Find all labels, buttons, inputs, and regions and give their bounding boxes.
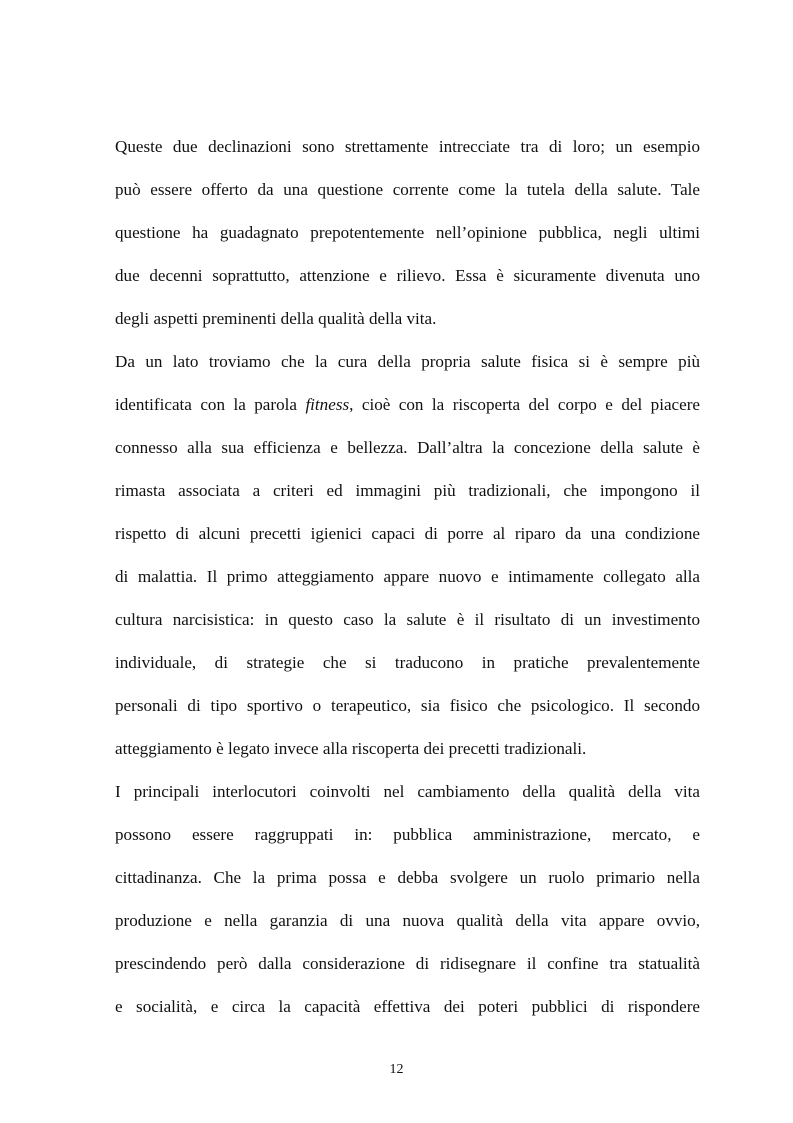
text-line [115, 555, 700, 598]
text-line [115, 727, 700, 770]
text-line [115, 985, 700, 1028]
text-line [115, 125, 700, 168]
text-line [115, 512, 700, 555]
text-segment: rimasta associata a criteri ed immagini più tradizionali, che impongono il [115, 481, 700, 500]
text-line [115, 340, 700, 383]
text-line [115, 813, 700, 856]
text-line [115, 942, 700, 985]
text-segment: prescindendo però dalla considerazione di ridisegnare il confine tra statualità [115, 954, 700, 973]
text-segment: Queste due declinazioni sono strettamente intrecciate tra di loro; un esempio [115, 137, 700, 156]
text-segment: personali di tipo sportivo o terapeutico, sia fisico che psicologico. Il secondo [115, 696, 700, 715]
text-line [115, 641, 700, 684]
text-segment: può essere offerto da una questione corrente come la tutela della salute. Tale [115, 180, 700, 199]
text-line [115, 168, 700, 211]
paragraph [115, 125, 700, 340]
page-number: 12 [389, 1062, 404, 1077]
text-line [115, 297, 700, 340]
paragraph [115, 770, 700, 1028]
text-segment: Da un lato troviamo che la cura della propria salute fisica si è sempre più [115, 352, 700, 371]
text-segment: rispetto di alcuni precetti igienici capaci di porre al riparo da una condizione [115, 524, 700, 543]
text-segment: individuale, di strategie che si traducono in pratiche prevalentemente [115, 653, 700, 672]
text-segment: cittadinanza. Che la prima possa e debba svolgere un ruolo primario nella [115, 868, 700, 887]
text-line [115, 469, 700, 512]
text-segment: cultura narcisistica: in questo caso la salute è il risultato di un investimento [115, 610, 700, 629]
text-line [115, 770, 700, 813]
text-line [115, 254, 700, 297]
text-segment: due decenni soprattutto, attenzione e rilievo. Essa è sicuramente divenuta uno [115, 266, 700, 285]
text-segment: degli aspetti preminenti della qualità della vita. [115, 309, 437, 328]
text-segment: di malattia. Il primo atteggiamento appare nuovo e intimamente collegato alla [115, 567, 700, 586]
text-line [115, 383, 700, 426]
text-segment: I principali interlocutori coinvolti nel cambiamento della qualità della vita [115, 782, 700, 801]
text-line [115, 899, 700, 942]
text-segment: produzione e nella garanzia di una nuova qualità della vita appare ovvio, [115, 911, 700, 930]
text-line [115, 426, 700, 469]
text-segment: , cioè con la riscoperta del corpo e del piacere [349, 395, 700, 414]
paragraph [115, 340, 700, 770]
text-line [115, 856, 700, 899]
text-segment: possono essere raggruppati in: pubblica amministrazione, mercato, e [115, 825, 700, 844]
italic-term: fitness [305, 395, 350, 414]
text-segment: atteggiamento è legato invece alla riscoperta dei precetti tradizionali. [115, 739, 587, 758]
text-line [115, 211, 700, 254]
text-line [115, 598, 700, 641]
text-segment: questione ha guadagnato prepotentemente nell’opinione pubblica, negli ultimi [115, 223, 700, 242]
text-segment: identificata con la parola [115, 395, 306, 414]
text-segment: e socialità, e circa la capacità effettiva dei poteri pubblici di rispondere [115, 997, 700, 1016]
body-text [115, 125, 700, 1028]
text-segment: connesso alla sua efficienza e bellezza. Dall’altra la concezione della salute è [115, 438, 700, 457]
text-line [115, 684, 700, 727]
